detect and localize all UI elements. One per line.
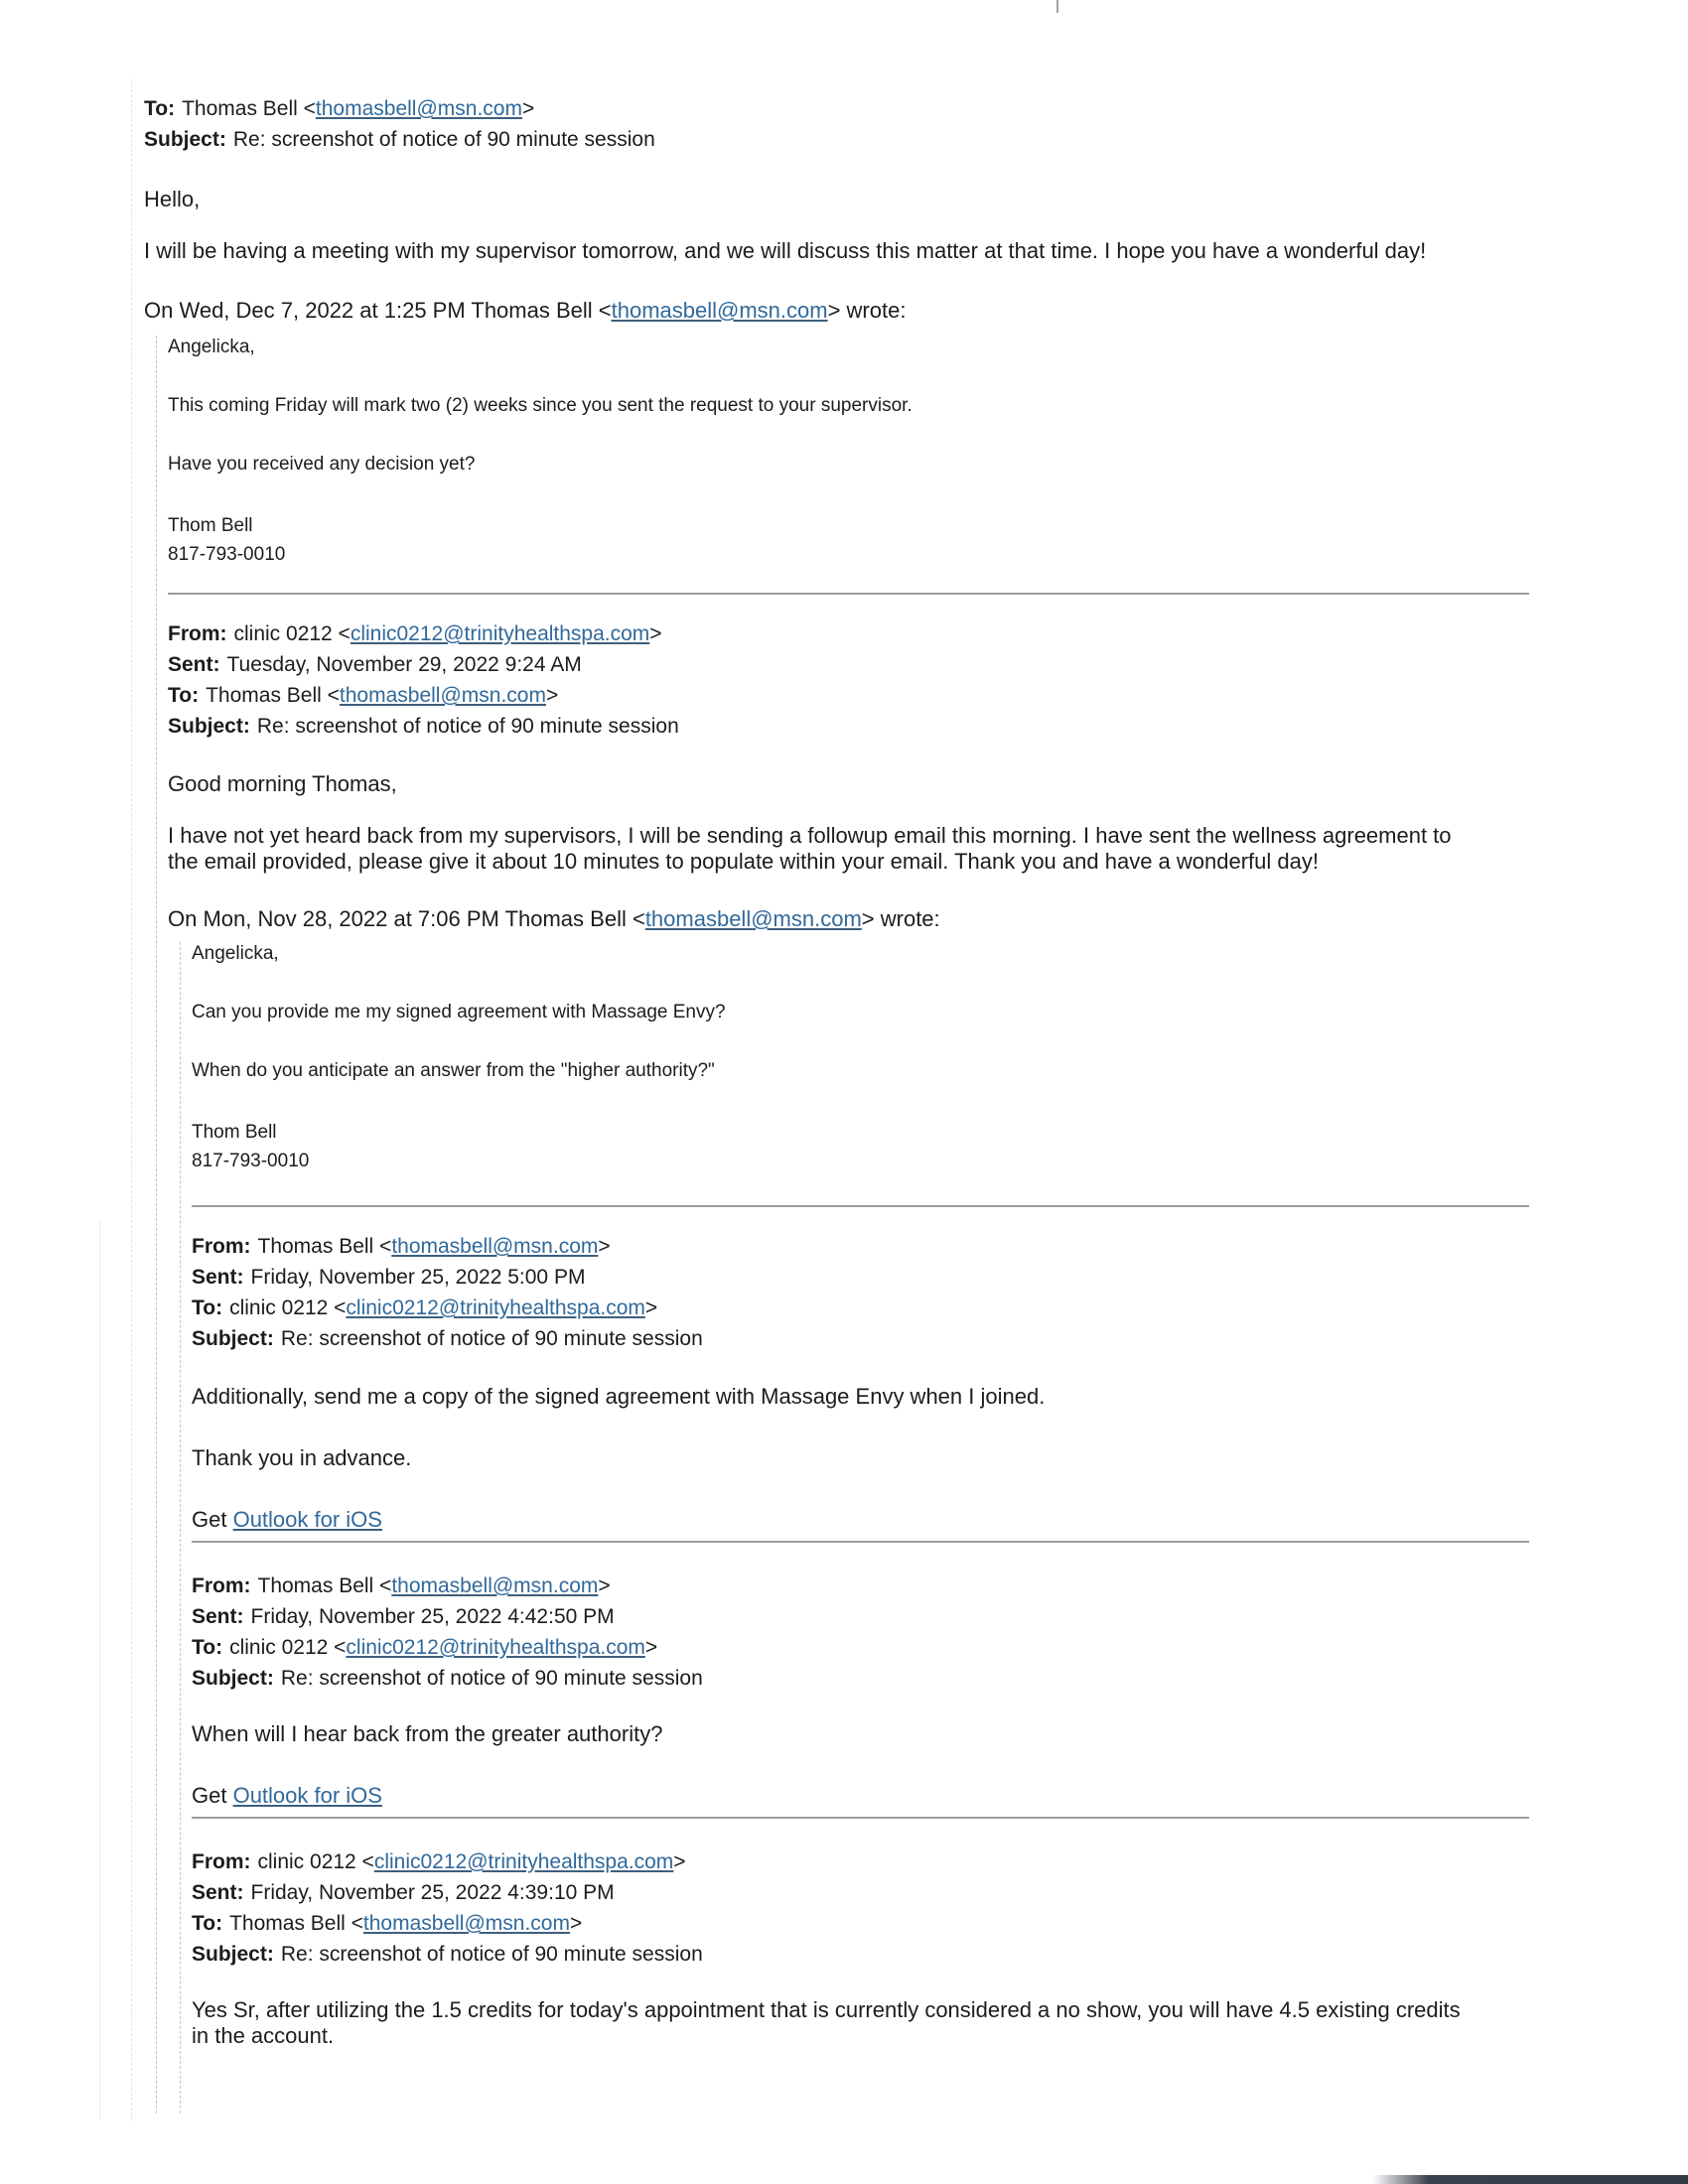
sent-header-row (192, 1262, 1529, 1293)
email-link[interactable]: clinic0212@trinityhealthspa.com (373, 1850, 674, 1873)
email-link[interactable]: thomasbell@msn.com (391, 1235, 599, 1258)
subject-text: Re: screenshot of notice of 90 minute session (280, 1667, 703, 1690)
subject-text: Re: screenshot of notice of 90 minute session (280, 1327, 703, 1350)
email-link[interactable]: clinic0212@trinityhealthspa.com (346, 1297, 645, 1319)
message-header-block (192, 1846, 1529, 1970)
subject-label: Subject: (168, 715, 250, 738)
to-bracket: > (644, 1297, 658, 1319)
outlook-for-ios-link[interactable]: Outlook for iOS (232, 1783, 382, 1808)
subject-header-row (168, 711, 1529, 742)
subject-label: Subject: (144, 128, 226, 151)
sent-label: Sent: (168, 653, 220, 676)
subject-label: Subject: (192, 1943, 274, 1966)
sent-date: Tuesday, November 29, 2022 9:24 AM (226, 653, 582, 676)
sent-label: Sent: (192, 1881, 244, 1904)
subject-header-row (192, 1663, 1529, 1694)
from-header-row (192, 1846, 1529, 1877)
subject-text: Re: screenshot of notice of 90 minute session (232, 128, 655, 151)
message-body: I will be having a meeting with my supervisor tomorrow, and we will discuss this matter at that time. I hope you have a wonderful day! (144, 238, 1427, 263)
scan-artifact-top-tick (1056, 0, 1058, 13)
subject-label: Subject: (192, 1667, 274, 1690)
from-label: From: (192, 1850, 251, 1873)
from-header-row (168, 618, 1529, 649)
subject-header-row (192, 1939, 1529, 1970)
signature-name: Thom Bell (192, 1122, 277, 1143)
to-bracket: > (569, 1912, 583, 1935)
to-header-row (192, 1908, 1529, 1939)
from-bracket: > (598, 1574, 611, 1597)
email-link[interactable]: thomasbell@msn.com (362, 1912, 570, 1935)
sent-label: Sent: (192, 1266, 244, 1289)
from-sender: Thomas Bell < (257, 1235, 392, 1258)
body-line: Yes Sr, after utilizing the 1.5 credits for today's appointment that is currently considered a no show, you will have 4.5 existing credits (192, 1997, 1461, 2022)
from-bracket: > (673, 1850, 686, 1873)
to-label: To: (192, 1297, 223, 1319)
email-link[interactable]: thomasbell@msn.com (315, 97, 522, 120)
sent-date: Friday, November 25, 2022 5:00 PM (250, 1266, 586, 1289)
message-body (192, 1997, 1529, 2049)
sent-header-row (168, 649, 1529, 680)
scan-artifact-vertical-line (131, 79, 132, 2120)
to-bracket: > (644, 1636, 658, 1659)
outlook-signature (192, 1507, 1529, 1533)
to-recipient: Thomas Bell < (206, 684, 340, 707)
quote-level-2 (180, 942, 1529, 2114)
to-recipient: Thomas Bell < (182, 97, 316, 120)
quoted-paragraph: Can you provide me my signed agreement with Massage Envy? (192, 1002, 726, 1023)
quoted-paragraph: This coming Friday will mark two (2) weeks since you sent the request to your supervisor. (168, 395, 913, 416)
body-line: I have not yet heard back from my supervisors, I will be sending a followup email this morning. I have sent the wellness agreement to (168, 823, 1452, 848)
salutation-text: Angelicka, (192, 943, 279, 964)
message-header-block (192, 1231, 1529, 1354)
message-header-block (168, 618, 1529, 742)
message-body: Additionally, send me a copy of the signed agreement with Massage Envy when I joined. (192, 1384, 1046, 1409)
message-divider (192, 1541, 1529, 1543)
to-bracket: > (545, 684, 559, 707)
from-label: From: (192, 1574, 251, 1597)
to-header-row (192, 1632, 1529, 1663)
to-label: To: (192, 1636, 223, 1659)
email-link[interactable]: thomasbell@msn.com (644, 906, 862, 931)
sent-date: Friday, November 25, 2022 4:42:50 PM (250, 1605, 615, 1628)
to-label: To: (168, 684, 200, 707)
attribution-text: On Wed, Dec 7, 2022 at 1:25 PM Thomas Bell < (144, 298, 612, 323)
from-header-row (192, 1231, 1529, 1262)
email-link[interactable]: thomasbell@msn.com (611, 298, 828, 323)
outlook-signature (192, 1783, 1529, 1809)
sent-date: Friday, November 25, 2022 4:39:10 PM (250, 1881, 615, 1904)
message-divider (192, 1817, 1529, 1819)
scan-artifact-vertical-line-left (99, 1221, 100, 2119)
to-recipient: clinic 0212 < (229, 1636, 347, 1659)
to-recipient: Thomas Bell < (229, 1912, 363, 1935)
from-bracket: > (649, 622, 662, 645)
from-sender: clinic 0212 < (233, 622, 351, 645)
body-line: the email provided, please give it about 10 minutes to populate within your email. Thank you and have a wonderful day! (168, 849, 1319, 874)
message-divider (168, 593, 1529, 595)
subject-label: Subject: (192, 1327, 274, 1350)
message-header-block (192, 1570, 1529, 1694)
to-label: To: (144, 97, 176, 120)
to-bracket: > (521, 97, 535, 120)
from-label: From: (168, 622, 227, 645)
from-sender: clinic 0212 < (257, 1850, 374, 1873)
signature-phone: 817-793-0010 (168, 544, 286, 565)
subject-text: Re: screenshot of notice of 90 minute session (256, 715, 679, 738)
email-link[interactable]: thomasbell@msn.com (391, 1574, 599, 1597)
attribution-text: On Mon, Nov 28, 2022 at 7:06 PM Thomas Bell < (168, 906, 645, 931)
quote-attribution (144, 298, 1529, 324)
signature-phone: 817-793-0010 (192, 1151, 310, 1171)
quote-level-1 (156, 336, 1529, 2114)
to-label: To: (192, 1912, 223, 1935)
sent-label: Sent: (192, 1605, 244, 1628)
from-bracket: > (598, 1235, 611, 1258)
to-header-row (192, 1293, 1529, 1323)
get-text: Get (192, 1783, 233, 1808)
signature-name: Thom Bell (168, 515, 253, 536)
sent-header-row (192, 1601, 1529, 1632)
email-thread (144, 93, 1529, 2114)
email-link[interactable]: clinic0212@trinityhealthspa.com (346, 1636, 645, 1659)
scan-artifact-bottom-bar (1372, 2175, 1688, 2184)
subject-text: Re: screenshot of notice of 90 minute session (280, 1943, 703, 1966)
signature-block (192, 1118, 1529, 1175)
quote-attribution (168, 906, 1529, 932)
sent-header-row (192, 1877, 1529, 1908)
message-body (168, 823, 1529, 875)
greeting-text: Hello, (144, 187, 201, 211)
message-divider (192, 1205, 1529, 1207)
get-text: Get (192, 1507, 233, 1532)
attribution-suffix: > wrote: (827, 298, 907, 323)
from-header-row (192, 1570, 1529, 1601)
quoted-paragraph: When do you anticipate an answer from the "higher authority?" (192, 1060, 715, 1081)
greeting-text: Good morning Thomas, (168, 771, 397, 796)
quoted-paragraph: Have you received any decision yet? (168, 454, 476, 475)
outlook-for-ios-link[interactable]: Outlook for iOS (232, 1507, 382, 1532)
to-header-row (144, 93, 1529, 124)
email-link[interactable]: thomasbell@msn.com (339, 684, 546, 707)
message-body: Thank you in advance. (192, 1445, 412, 1470)
from-sender: Thomas Bell < (257, 1574, 392, 1597)
body-line: in the account. (192, 2023, 335, 2048)
attribution-suffix: > wrote: (861, 906, 940, 931)
subject-header-row (144, 124, 1529, 155)
email-link[interactable]: clinic0212@trinityhealthspa.com (350, 622, 650, 645)
subject-header-row (192, 1323, 1529, 1354)
salutation-text: Angelicka, (168, 337, 255, 357)
to-header-row (168, 680, 1529, 711)
from-label: From: (192, 1235, 251, 1258)
message-body: When will I hear back from the greater authority? (192, 1721, 663, 1746)
to-recipient: clinic 0212 < (229, 1297, 347, 1319)
signature-block (168, 511, 1529, 569)
